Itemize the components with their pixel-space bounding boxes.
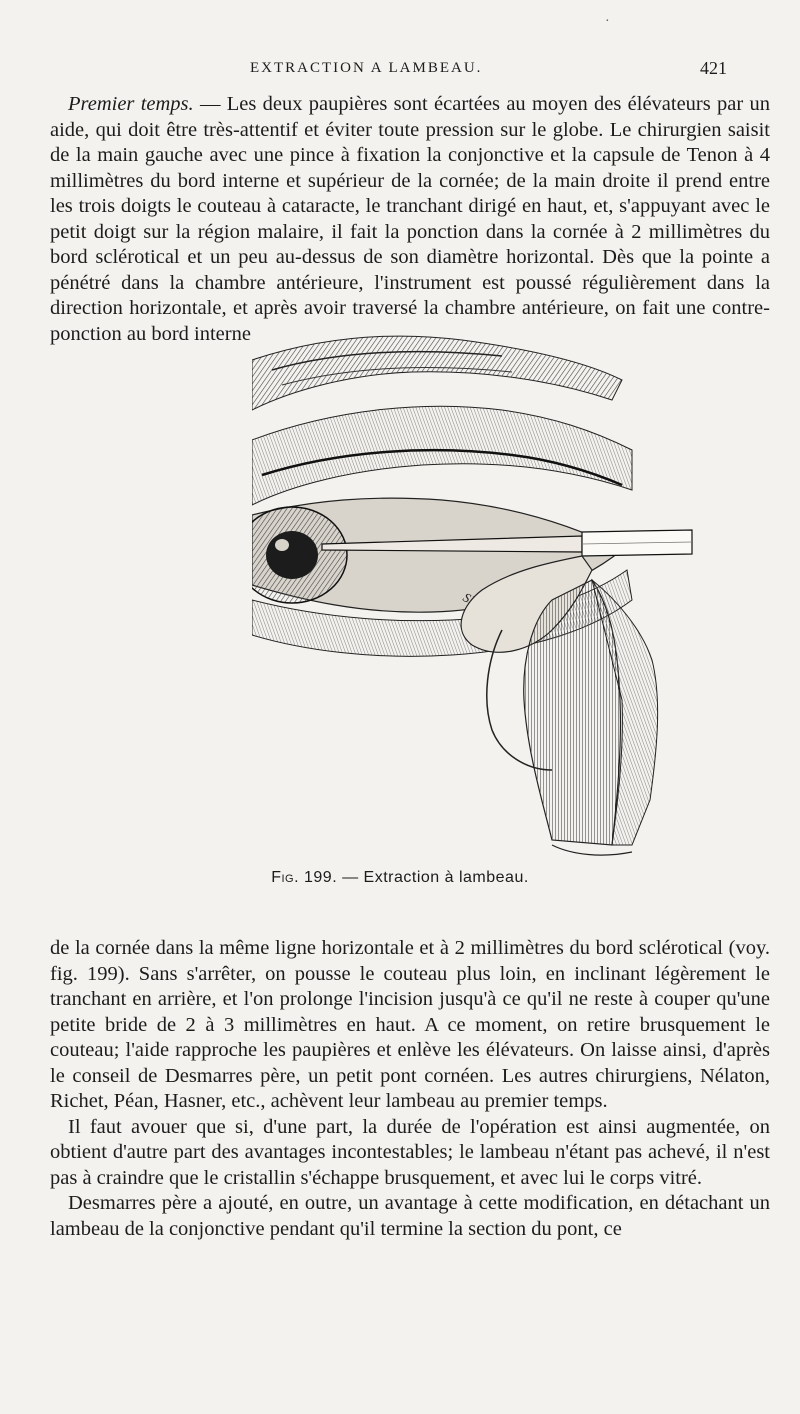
figure-illustration [252, 300, 702, 862]
paragraph-body: — Les deux paupières sont écartées au moyen des élévateurs par un aide, qui doit être très-attentif et éviter toute pression sur le globe. Le chirurgien saisit de la main gauche avec une pince à fixation la conjonctive et la capsule de Tenon à 4 millimètres du bord interne et supérieur de la cornée; de la main droite il prend entre les trois doigts le couteau à cataracte, le tranchant dirigé en haut, et, s'appuyant avec le petit doigt sur la région malaire, il fait la ponction dans la cornée à 2 millimètres du bord sclérotical et un peu au-dessus de son diamètre horizontal. Dès que la pointe a pénétré dans la chambre antérieure, l'instrument est poussé régulièrement dans la direction horizontale, et après avoir traversé la chambre antérieure, on fait une contre-ponction au bord interne [50, 93, 770, 345]
upper-eyelid-drawing [252, 406, 632, 505]
ink-mark: · [605, 14, 610, 29]
paragraph-continuation: de la cornée dans la même ligne horizontale et à 2 millimètres du bord sclérotical (voy. fig. 199). Sans s'arrêter, on pousse le couteau plus loin, en inclinant légèrement le tranchant en arrière, et l'on prolonge l'incision jusqu'à ce qu'il ne reste à couper qu'une petite bride de 2 à 3 millimètres en haut. A ce moment, on retire brusquement le couteau; l'aide rapproche les paupières et enlève les élévateurs. On laisse ainsi, d'après le conseil de Desmarres père, un petit pont cornéen. Les autres chirurgiens, Nélaton, Richet, Péan, Hasner, etc., achèvent leur lambeau au premier temps. [50, 937, 770, 1112]
paragraph-il-faut: Il faut avouer que si, d'une part, la durée de l'opération est ainsi augmentée, on obtient d'autre part des avantages incontestables; le lambeau n'étant pas achevé, il n'est pas à craindre que le cristallin s'échappe brusquement, et avec lui le corps vitré. [50, 1115, 770, 1189]
bottom-text-block [50, 936, 770, 1242]
engraving-svg [252, 300, 702, 862]
paragraph-desmarres: Desmarres père a ajouté, en outre, un avantage à cette modification, en détachant un lambeau de la conjonctive pendant qu'il termine la section du pont, ce [50, 1192, 770, 1240]
paragraph-lead: Premier temps. [68, 93, 194, 115]
eyebrow-drawing [252, 336, 622, 410]
figure-caption [0, 869, 800, 887]
page-number: 421 [700, 58, 727, 78]
figure-number: Fig. 199. [271, 869, 338, 886]
figure-title: — Extraction à lambeau. [337, 869, 529, 886]
running-head: EXTRACTION A LAMBEAU. [250, 60, 483, 76]
